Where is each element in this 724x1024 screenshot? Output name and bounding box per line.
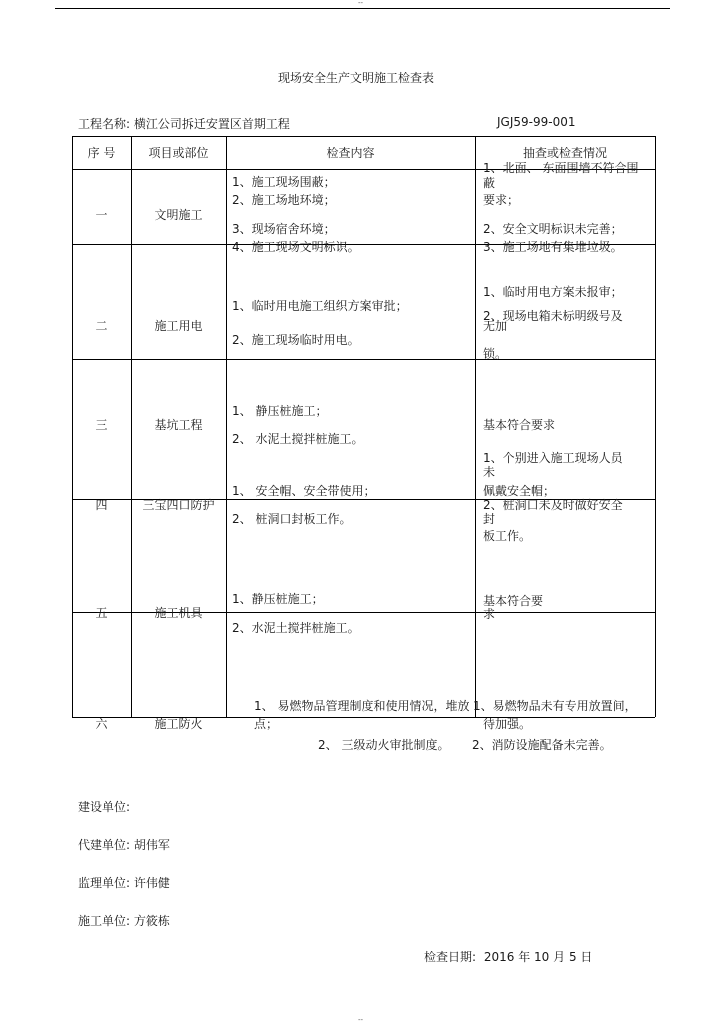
table-border-top <box>72 136 655 137</box>
row-5-item: 施工机具 <box>154 606 203 620</box>
header-result: 抽查或检查情况 <box>522 146 607 160</box>
row-1-seq: 一 <box>95 208 108 222</box>
row-line-3 <box>72 359 655 360</box>
row-6-result-1: 1、易燃物品未有专用放置间， <box>473 699 637 713</box>
row-4-content-1: 1、 安全帽、安全带使用； <box>232 484 376 498</box>
row-6-result-3: 2、消防设施配备未完善。 <box>472 738 612 752</box>
row-4-result-3: 佩戴安全帽； <box>483 484 556 498</box>
row-2-seq: 二 <box>95 319 108 333</box>
row-6-seq: 六 <box>95 717 108 731</box>
agent-value: 胡伟军 <box>133 838 170 852</box>
row-4-result-2: 未 <box>483 465 496 479</box>
row-2-content-1: 1、临时用电施工组织方案审批； <box>232 299 408 313</box>
row-4-result-1: 1、个别进入施工现场人员 <box>483 451 623 465</box>
header-item: 项目或部位 <box>148 146 209 160</box>
row-2-result-4: 锁。 <box>483 347 508 361</box>
header-content: 检查内容 <box>326 146 375 160</box>
row-4-result-5: 封 <box>483 512 496 526</box>
table-divider-2 <box>226 136 227 717</box>
row-1-content-3: 3、现场宿舍环境； <box>232 222 336 236</box>
project-name-line <box>78 115 290 132</box>
row-1-result-5: 3、施工场地有集堆垃圾。 <box>483 240 623 254</box>
row-4-result-4: 2、桩洞口未及时做好安全 <box>483 498 623 512</box>
row-5-content-1: 1、静压桩施工； <box>232 592 324 606</box>
row-5-result-1: 基本符合要 <box>483 594 544 608</box>
row-6-result-2: 待加强。 <box>483 717 532 731</box>
row-1-content-2: 2、施工场地环境； <box>232 193 336 207</box>
table-divider-3 <box>475 136 476 717</box>
row-4-result-6: 板工作。 <box>483 529 532 543</box>
row-3-content-2: 2、 水泥土搅拌桩施工。 <box>232 432 364 446</box>
row-6-item: 施工防火 <box>154 717 203 731</box>
supervisor-label: 监理单位: <box>78 876 131 890</box>
row-3-item: 基坑工程 <box>154 418 203 432</box>
row-1-result-4: 2、安全文明标识未完善； <box>483 222 623 236</box>
row-6-content-3: 2、 三级动火审批制度。 <box>318 738 450 752</box>
header-rule <box>55 8 670 9</box>
row-2-result-3: 无加 <box>483 319 508 333</box>
builder-label: 建设单位: <box>78 800 131 814</box>
row-1-item: 文明施工 <box>154 208 203 222</box>
row-1-result-1: 1、北面、 东面围墙不符合围 <box>483 161 639 175</box>
row-3-seq: 三 <box>95 418 108 432</box>
supervisor-line <box>78 874 170 891</box>
supervisor-value: 许伟健 <box>133 876 170 890</box>
date-label: 检查日期: <box>424 950 477 964</box>
contractor-value: 方筱栋 <box>133 914 170 928</box>
top-page-mark: -- <box>358 0 364 7</box>
row-5-seq: 五 <box>95 606 108 620</box>
project-label: 工程名称: <box>78 117 131 131</box>
inspection-date-line <box>424 948 592 965</box>
bottom-page-mark: -- <box>358 1016 364 1024</box>
row-3-content-1: 1、 静压桩施工； <box>232 404 328 418</box>
row-2-result-1: 1、临时用电方案未报审； <box>483 285 623 299</box>
row-4-content-2: 2、 桩洞口封板工作。 <box>232 512 352 526</box>
table-border-right <box>655 136 656 717</box>
row-6-content-1: 1、 易燃物品管理制度和使用情况，堆放 <box>254 699 470 713</box>
project-name: 横江公司拆迁安置区首期工程 <box>133 117 290 131</box>
row-1-result-2: 蔽 <box>483 176 496 190</box>
row-1-result-3: 要求； <box>483 193 520 207</box>
date-value: 2016 年 10 月 5 日 <box>483 950 593 964</box>
row-2-content-2: 2、施工现场临时用电。 <box>232 333 360 347</box>
row-1-content-4: 4、施工现场文明标识。 <box>232 240 360 254</box>
builder-line <box>78 798 130 815</box>
row-4-seq: 四 <box>95 498 108 512</box>
row-1-content-1: 1、施工现场围蔽； <box>232 175 336 189</box>
row-2-item: 施工用电 <box>154 319 203 333</box>
row-5-result-2: 求 <box>483 607 496 621</box>
agent-line <box>78 836 170 853</box>
row-2-result-2: 2、现场电箱未标明级号及 <box>483 309 623 323</box>
page-title: 现场安全生产文明施工检查表 <box>278 71 435 85</box>
contractor-line <box>78 912 170 929</box>
contractor-label: 施工单位: <box>78 914 131 928</box>
row-3-result-1: 基本符合要求 <box>483 418 556 432</box>
row-4-item: 三宝四口防护 <box>142 498 215 512</box>
row-5-content-2: 2、水泥土搅拌桩施工。 <box>232 621 360 635</box>
agent-label: 代建单位: <box>78 838 131 852</box>
row-6-content-2: 点； <box>254 717 279 731</box>
header-seq: 序 号 <box>87 146 116 160</box>
standard-code: JGJ59-99-001 <box>497 115 576 129</box>
